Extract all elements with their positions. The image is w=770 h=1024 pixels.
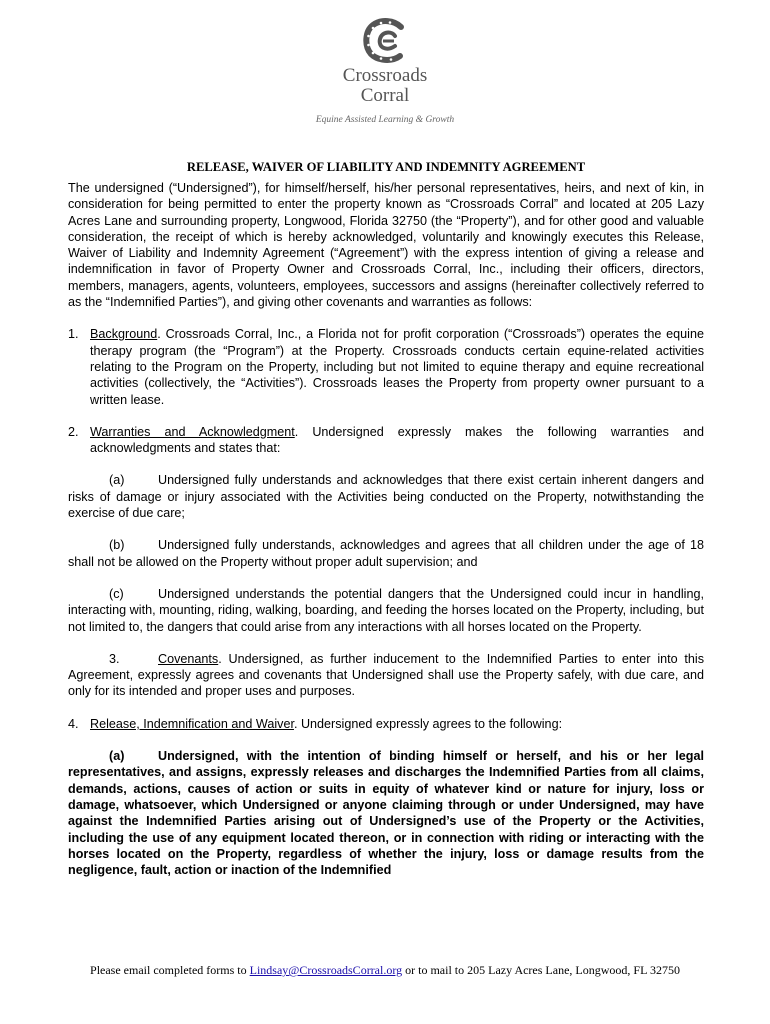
subsection-2c xyxy=(68,586,704,635)
footer-suffix: or to mail to 205 Lazy Acres Lane, Longwood, FL 32750 xyxy=(402,963,680,977)
footer-prefix: Please email completed forms to xyxy=(90,963,250,977)
section-number: 4. xyxy=(68,716,79,731)
section-covenants xyxy=(68,651,704,700)
document-title: RELEASE, WAIVER OF LIABILITY AND INDEMNITY AGREEMENT xyxy=(186,160,586,174)
logo xyxy=(0,18,770,125)
footer xyxy=(0,963,770,978)
tagline: Equine Assisted Learning & Growth xyxy=(315,115,455,125)
email-link[interactable]: Lindsay@CrossroadsCorral.org xyxy=(249,963,403,977)
section-number: 2. xyxy=(68,424,79,439)
subsection-2a xyxy=(68,472,704,521)
section-text: . Crossroads Corral, Inc., a Florida not for profit corporation (“Crossroads”) operates the equine therapy program (the “Program”) at the Property. Crossroads conducts certain equine-related activities relating to the Program on the Property, including but not limited to equine therapy and equine recreational activities (collectively, the “Activities”). Crossroads leases the Property from property owner pursuant to a written lease. xyxy=(90,327,704,407)
subsection-label: (a) xyxy=(109,749,125,764)
subsection-text: Undersigned understands the potential dangers that the Undersigned could incur in handling, interacting with, mounting, riding, walking, boarding, and feeding the horses located on the Property, including, but not limited to, the dangers that could arise from any interactions with all horses located on the Property. xyxy=(68,586,704,634)
section-text: . Undersigned expressly agrees to the following: xyxy=(293,716,563,731)
section-background xyxy=(68,326,704,407)
section-text: . Undersigned, as further inducement to the Indemnified Parties to enter into this Agreement, expressly agrees and covenants that Undersigned shall use the Property safely, with due care, and only for its intended and proper uses and purposes. xyxy=(68,651,704,699)
subsection-label: (b) xyxy=(109,538,125,553)
subsection-label: (a) xyxy=(109,473,125,488)
section-heading: Release, Indemnification and Waiver xyxy=(90,716,294,731)
subsection-text: Undersigned fully understands, acknowledges and agrees that all children under the age of 18 shall not be allowed on the Property without proper adult supervision; and xyxy=(68,538,704,569)
section-number: 1. xyxy=(68,327,79,342)
section-heading: Covenants xyxy=(158,651,219,666)
subsection-text: Undersigned, with the intention of binding himself or herself, and his or her legal representatives, and assigns, expressly releases and discharges the Indemnified Parties from all claims, demands, actions, causes of action or suits in equity of whatever kind or nature for injury, loss or damage, whatsoever, which Undersigned or anyone claiming through or under Undersigned, may have against the Indemnified Parties arising out of Undersigned’s use of the Property or the Activities, including the use of any equipment located thereon, or in connection with riding or interacting with the horses located on the Property, regardless of whether the injury, loss or damage results from the negligence, fault, action or inaction of the Indemnified xyxy=(68,749,704,878)
section-number: 3. xyxy=(109,651,120,666)
section-release xyxy=(68,716,704,732)
section-heading: Background xyxy=(90,327,158,342)
document-body xyxy=(68,180,704,894)
section-warranties xyxy=(68,424,704,457)
intro-paragraph: The undersigned (“Undersigned”), for himself/herself, his/her personal representatives, heirs, and next of kin, in consideration for being permitted to enter the property known as “Crossroads Corral” and located at 205 Lazy Acres Lane and surrounding property, Longwood, Florida 32750 (the “Property”), and for other good and valuable consideration, the receipt of which is hereby acknowledged, voluntarily and knowingly executes this Release, Waiver of Liability and Indemnity Agreement (“Agreement”) with the express intention of giving a release and indemnification in favor of Property Owner and Crossroads Corral, Inc., including their officers, directors, members, managers, agents, volunteers, employees, successors and assigns (hereinafter collectively referred to as the “Indemnified Parties”), and giving other covenants and warranties as follows: xyxy=(68,181,704,310)
subsection-label: (c) xyxy=(109,586,124,601)
brand-name-line1: Crossroads xyxy=(342,65,428,86)
section-text: . Undersigned expressly makes the following warranties and acknowledgments and states that: xyxy=(90,424,704,456)
horseshoe-c-icon xyxy=(361,18,409,64)
brand-name-line2: Corral xyxy=(360,85,410,106)
section-heading: Warranties and Acknowledgment xyxy=(90,424,295,439)
subsection-text: Undersigned fully understands and acknowledges that there exist certain inherent dangers and risks of damage or injury associated with the Activities being conducted on the Property, notwithstanding the exercise of due care; xyxy=(68,473,704,521)
subsection-2b xyxy=(68,537,704,570)
subsection-4a xyxy=(68,748,704,878)
